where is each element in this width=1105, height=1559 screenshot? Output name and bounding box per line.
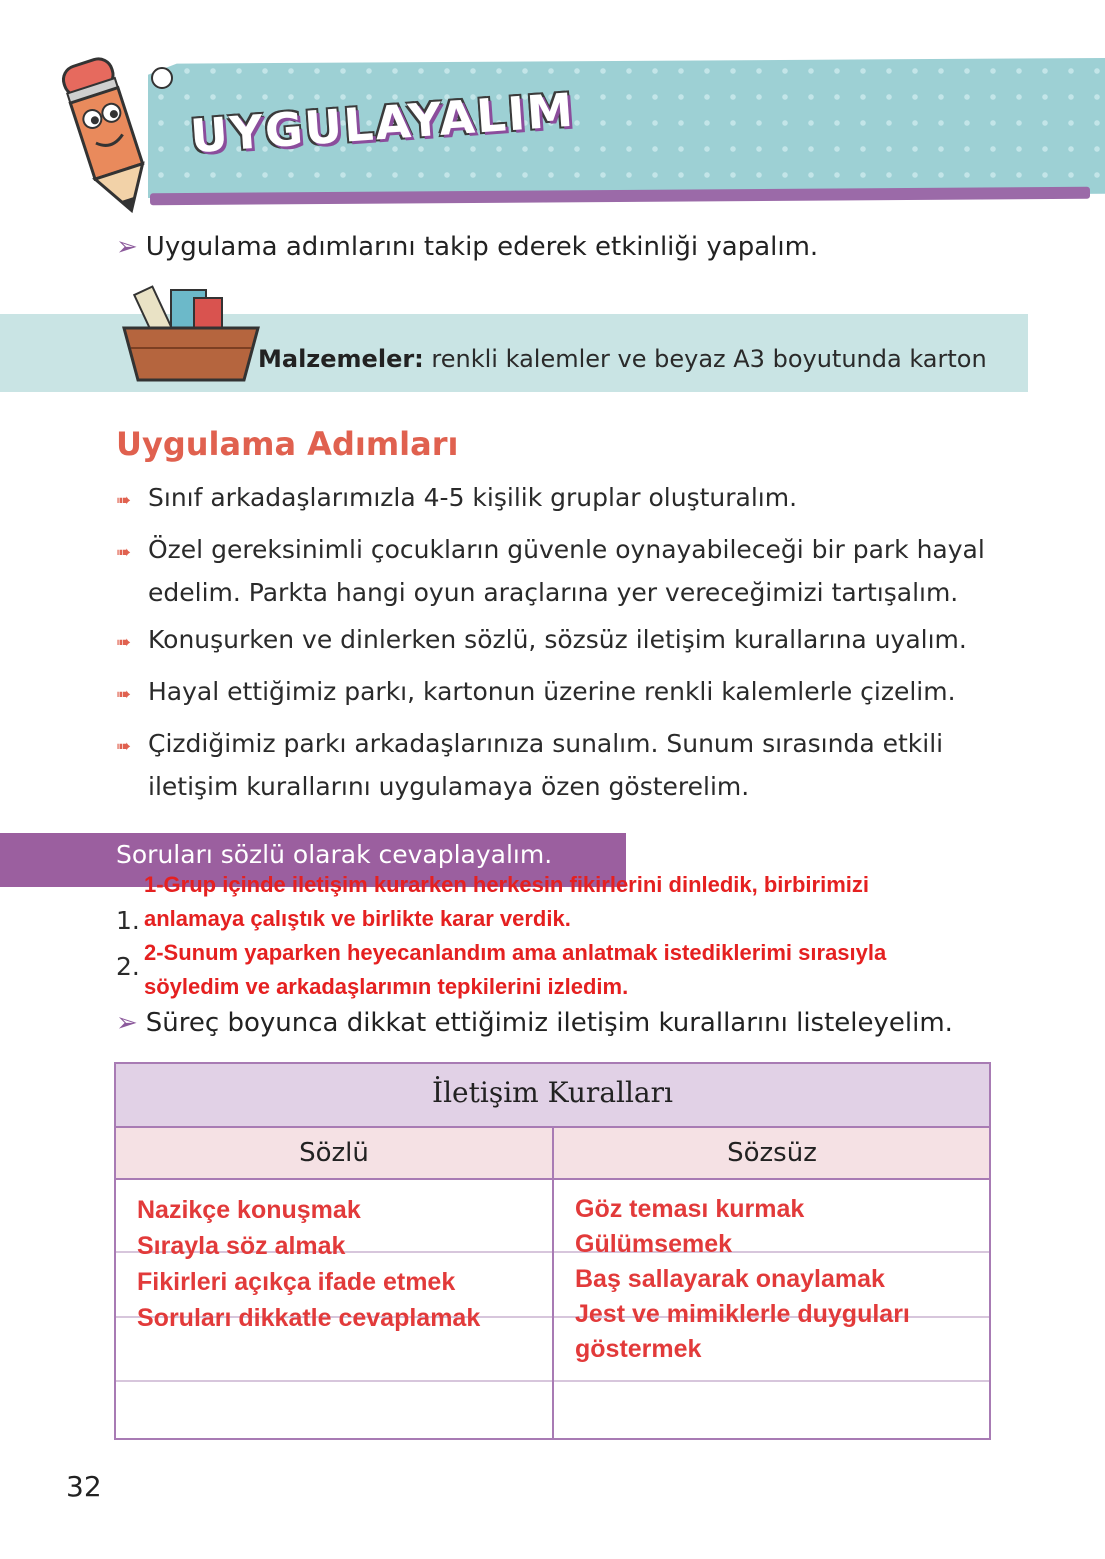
verbal-rule: Nazikçe konuşmak	[137, 1196, 361, 1224]
verbal-rule: Fikirleri açıkça ifade etmek	[137, 1268, 456, 1296]
answer-line: 1-Grup içinde iletişim kurarken herkesin fikirlerini dinledik, birbirimizi	[144, 872, 869, 897]
arrow-bullet-icon: ➠	[116, 490, 132, 511]
steps-heading: Uygulama Adımları	[116, 425, 459, 463]
step-item	[116, 724, 1016, 807]
step-item	[116, 672, 1016, 715]
verbal-rule: Sırayla söz almak	[137, 1232, 346, 1260]
step-line: edelim. Parkta hangi oyun araçlarına yer vereceğimizi tartışalım.	[148, 578, 959, 607]
arrow-bullet-icon: ➠	[116, 684, 132, 705]
page-title: UYGULAYALIM	[188, 82, 577, 164]
step-line: iletişim kurallarını uygulamaya özen gösterelim.	[148, 772, 750, 801]
materials-list: renkli kalemler ve beyaz A3 boyutunda karton	[431, 345, 987, 373]
column-nonverbal-title: Sözsüz	[727, 1138, 817, 1168]
step-item	[116, 478, 1016, 521]
list-prompt-text: Süreç boyunca dikkat ettiğimiz iletişim kurallarını listeleyelim.	[145, 1008, 953, 1038]
nonverbal-rule: Gülümsemek	[575, 1230, 733, 1258]
questions-title: Soruları sözlü olarak cevaplayalım.	[116, 840, 553, 869]
arrow-bullet-icon: ➠	[116, 542, 132, 563]
page-number: 32	[66, 1470, 102, 1503]
materials-text	[258, 345, 987, 373]
nonverbal-rule: göstermek	[575, 1335, 702, 1363]
nonverbal-rule: Göz teması kurmak	[575, 1195, 805, 1223]
step-line: Sınıf arkadaşlarımızla 4-5 kişilik gruplar oluşturalım.	[148, 483, 798, 512]
toolbox-icon	[116, 268, 266, 388]
answer-line: söyledim ve arkadaşlarımın tepkilerini izledim.	[144, 974, 629, 999]
step-item	[116, 530, 1016, 613]
arrow-bullet-icon: ➠	[116, 736, 132, 757]
list-prompt	[116, 1008, 953, 1038]
column-verbal-title: Sözlü	[299, 1138, 369, 1168]
intro-line	[116, 232, 818, 262]
step-item	[116, 620, 1016, 663]
verbal-rule: Soruları dikkatle cevaplamak	[137, 1304, 481, 1332]
arrow-icon: ➢	[116, 1008, 138, 1038]
step-line: Çizdiğimiz parkı arkadaşlarınıza sunalım. Sunum sırasında etkili	[148, 729, 944, 758]
table-title: İletişim Kuralları	[432, 1076, 673, 1109]
verbal-rules	[137, 1192, 480, 1336]
step-line: Hayal ettiğimiz parkı, kartonun üzerine renkli kalemlerle çizelim.	[148, 677, 956, 706]
question-number: 2.	[116, 952, 140, 981]
pencil-mascot-icon	[40, 38, 180, 218]
step-line: Özel gereksinimli çocukların güvenle oynayabileceği bir park hayal	[148, 535, 985, 564]
answer-1	[144, 868, 869, 936]
intro-text: Uygulama adımlarını takip ederek etkinliği yapalım.	[145, 232, 819, 262]
nonverbal-rule: Jest ve mimiklerle duyguları	[575, 1300, 910, 1328]
question-number: 1.	[116, 906, 140, 935]
materials-label: Malzemeler:	[258, 345, 424, 373]
answer-line: anlamaya çalıştık ve birlikte karar verdik.	[144, 906, 571, 931]
answer-2	[144, 936, 886, 1004]
nonverbal-rule: Baş sallayarak onaylamak	[575, 1265, 885, 1293]
nonverbal-rules	[575, 1192, 910, 1367]
arrow-icon: ➢	[116, 232, 138, 262]
step-line: Konuşurken ve dinlerken sözlü, sözsüz iletişim kurallarına uyalım.	[148, 625, 967, 654]
arrow-bullet-icon: ➠	[116, 632, 132, 653]
answer-line: 2-Sunum yaparken heyecanlandım ama anlatmak istediklerimi sırasıyla	[144, 940, 887, 965]
